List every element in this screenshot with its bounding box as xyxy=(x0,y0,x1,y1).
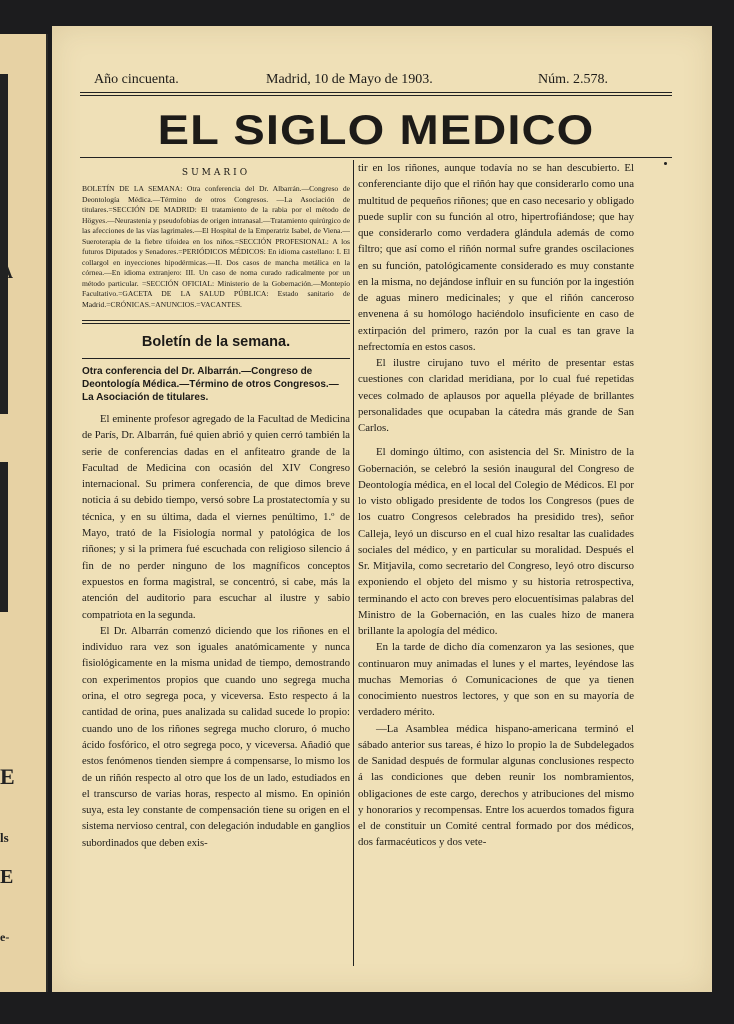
prev-page-fragment: e- xyxy=(0,930,10,944)
section-rule xyxy=(82,320,350,321)
bulletin-subheading: Otra conferencia del Dr. Albarrán.—Congreso de Deontología Médica.—Término de otros Congresos.—La Asociación de titulares. xyxy=(82,366,339,403)
article-paragraph: El Dr. Albarrán comenzó diciendo que los riñones en el individuo rara vez son iguales anatómicamente y nunca fisiológicamente en la misma unidad de tiempo, demostrando con experimentos propios que cuando uno segrega mucha orina, el otro segrega poca, y viceversa. Esto respecto á la cantidad de orina, pues analizada su calidad sucede lo propio: cuando uno de los riñones segrega mucho cloruro, ó mucho ácido fosfórico, el otro segrega poco, y viceversa. Añadió que estos fenómenos tienden siempre á compensarse, lo mismo los de un riñón respecto al otro que los de un lado, estudiados en el transcurso de varias horas, respecto al mismo. En opinión suya, esta ley constante de compensación tiene su origen en el sistema nervioso central, con delegación indudable en ganglios subordinados que deben exis- xyxy=(82,625,350,849)
newspaper-page xyxy=(52,26,712,992)
left-column xyxy=(82,168,350,852)
article-paragraph: El domingo último, con asistencia del Sr. Ministro de la Gobernación, se celebró la sesión inaugural del Congreso de Deontología médica, en el local del Colegio de Médicos. El por lo visto obligado presidente de todos los Congresos (pues de los cuatro Congresos celebrados ha presidido tres), señor Calleja, leyó un discurso en el cual hizo resaltar las cualidades sociales del médico, y en particular su moralidad. Después el Sr. Mitjavila, como secretario del Congreso, leyó otro discurso exponiendo el objeto del mismo y su historia retrospectiva, terminando el acto con breves pero elocuentísimas palabras del Ministro de la Gobernación, en las cuales hizo de manera brillante la apología del médico. xyxy=(358,446,634,637)
summary-heading: SUMARIO xyxy=(181,168,251,178)
bulletin-heading: Boletín de la semana. xyxy=(141,334,291,350)
masthead-rule xyxy=(80,157,672,158)
article-paragraph: En la tarde de dicho día comenzaron ya las sesiones, que continuaron muy animadas el lunes y el martes, leyéndose las muchas Memorias ó Comunicaciones de que ya tienen conocimiento nuestros lectores, y que son en su mayoría de verdadero mérito. xyxy=(358,641,634,719)
section-rule xyxy=(82,323,350,324)
prev-page-fragment: E xyxy=(0,764,15,789)
right-column xyxy=(358,160,634,851)
page-speck xyxy=(664,162,667,165)
previous-page-edge xyxy=(0,34,48,992)
page-border-bar xyxy=(0,462,8,612)
summary-text: BOLETÍN DE LA SEMANA: Otra conferencia del Dr. Albarrán.—Congreso de Deontología Médica.—Término de otros Congresos. —La Asociación de titulares.=SECCIÓN DE MADRID: El tratamiento de la rabia por el método de Högyes.—Neurastenia y pseudofobias de origen intranasal.—Tratamiento quirúrgico de las afecciones de las vías lagrimales.—El Hospital de la Emperatriz Isabel, de Viena.—Sueroterapia de la fiebre tifoidea en los niños.=SECCIÓN PROFESIONAL: A los futuros Diputados y Senadores.=PERIÓDICOS MÉDICOS: En idioma castellano: I. El collargol en inyecciones hipodérmicas.—II. Dos casos de mancha metálica en la córnea.—En idioma extranjero: III. Un caso de noma curado radicalmente por un método particular. =SECCIÓN OFICIAL: Ministerio de la Gobernación.—Montepío Facultativo.=GACETA DE LA SALUD PÚBLICA: Estado sanitario de Madrid.=CRÓNICAS.=ANUNCIOS.=VACANTES. xyxy=(82,184,350,309)
masthead-title: EL SIGLO MEDICO xyxy=(157,106,595,153)
issue-date: Madrid, 10 de Mayo de 1903. xyxy=(266,72,433,87)
article-paragraph: tir en los riñones, aunque todavía no se han descubierto. El conferenciante dijo que el riñón hay que considerarlo como una multitud de pequeños riñones; que en caso necesario y obligado puede suplir con su función al otro, hipertrofiándose; que hay que considerarlo como verdadera glándula además de como filtro; que así como el riñón normal sufre grandes oscilaciones en su función, patológicamente considerado es muy constante en la misma, no dejándose influir en su función por la ingestión de aguas minero medicinales; y que el riñón canceroso envenena á su homólogo haciéndolo insuficiente en caso de extirpación del primero, razón por la cual es tan grave la nefrectomía en estos casos. xyxy=(358,162,634,353)
prev-page-fragment: ls xyxy=(0,830,9,845)
header-rule xyxy=(80,95,672,96)
article-paragraph: El eminente profesor agregado de la Facultad de Medicina de París, Dr. Albarrán, fué quien abrió y quien cerró también la serie de conferencias dadas en el anfiteatro grande de la Facultad de Medicina con ocasión del XIV Congreso internacional. Su primera conferencia, de que dimos breve noticia á su debido tiempo, versó sobre La prostatectomía y su técnica, y en su última, dada el viernes penúltimo, 1.º de Mayo, trató de la Fisiología normal y patológica de los riñones; y si la primera fué escuchada con religioso silencio á fin de no perder ninguno de los magníficos conceptos expuestos en forma magistral, se concentró, si cabe, más la atención del auditorio para escuchar al ilustre y sabio compatriota en la segunda. xyxy=(82,414,350,621)
article-paragraph: El ilustre cirujano tuvo el mérito de presentar estas cuestiones con claridad meridiana, por lo cual fué repetidas veces colmado de aplausos por aquella pléyade de brillantes personalidades que ocupaban la cátedra más grande de San Carlos. xyxy=(358,357,634,434)
section-rule xyxy=(82,358,350,359)
prev-page-fragment: I xyxy=(0,154,8,174)
issue-number: Núm. 2.578. xyxy=(538,72,608,87)
issue-year: Año cincuenta. xyxy=(94,72,179,87)
article-paragraph: —La Asamblea médica hispano-americana terminó el sábado anterior sus tareas, é hizo lo propio la de Subdelegados de Sanidad después de formular algunas conclusiones respecto á las condiciones que deben reunir los nombramientos, obligaciones de este cargo, derechos y atribuciones del mismo y honorarios y recompensas. Entre los acuerdos tomados figura el de constituir un Comité central formado por dos médicos, dos farmacéuticos y dos vete- xyxy=(358,722,634,849)
paragraph-gap xyxy=(358,436,634,444)
header-rule xyxy=(80,92,672,93)
prev-page-fragment: E xyxy=(0,866,14,888)
prev-page-fragment: A xyxy=(0,262,13,282)
page-border-bar xyxy=(0,74,8,414)
column-divider xyxy=(353,160,354,966)
